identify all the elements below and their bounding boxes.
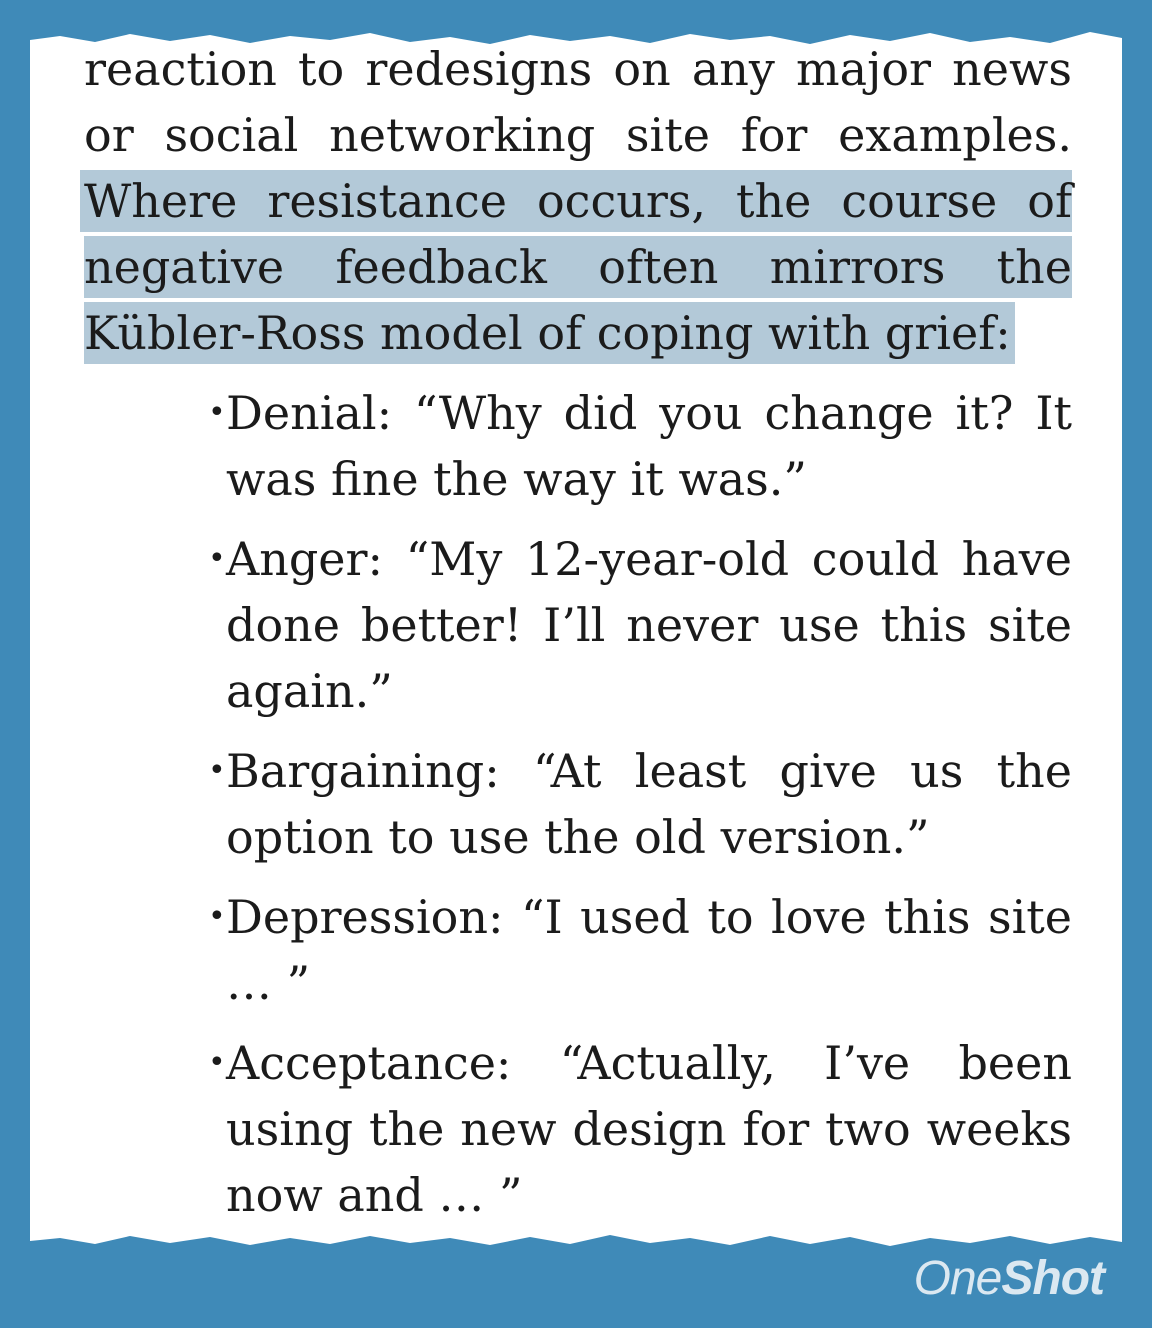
bullet-icon: • [208, 753, 226, 788]
list-item [210, 1030, 1072, 1228]
bullet-icon: • [208, 1045, 226, 1080]
list-item [210, 526, 1072, 724]
stage-quote: “At least give us the option to use the old version.” [226, 744, 1073, 864]
stage-label: Acceptance: [226, 1036, 512, 1090]
stage-quote: “I used to love this site … ” [226, 890, 1073, 1010]
stage-label: Anger: [226, 532, 384, 586]
stage-label: Depression: [226, 890, 504, 944]
stage-label: Denial: [226, 386, 393, 440]
grief-stages-list [84, 380, 1072, 1228]
stage-quote: “Why did you change it? It was fine the way it was.” [226, 386, 1072, 506]
logo-part-one: One [913, 1252, 1002, 1305]
bullet-icon: • [208, 395, 226, 430]
list-item [210, 380, 1072, 512]
stage-label: Bargaining: [226, 744, 500, 798]
stage-quote: “My 12-year-old could have done better! I’ll never use this site again.” [226, 532, 1072, 718]
highlighted-passage[interactable]: Where resistance occurs, the course of negative feedback often mirrors the Kübler-Ross model of coping with grief: [84, 174, 1072, 360]
book-excerpt [84, 36, 1072, 1242]
bullet-icon: • [208, 899, 226, 934]
intro-paragraph [84, 36, 1072, 366]
bullet-icon: • [208, 541, 226, 576]
stage-quote: “Actually, I’ve been using the new design for two weeks now and … ” [226, 1036, 1073, 1222]
oneshot-logo [914, 1251, 1104, 1306]
list-item [210, 738, 1072, 870]
logo-part-shot: Shot [1001, 1252, 1104, 1305]
list-item [210, 884, 1072, 1016]
intro-text: reaction to redesigns on any major news or social networking site for examples. [84, 42, 1072, 162]
